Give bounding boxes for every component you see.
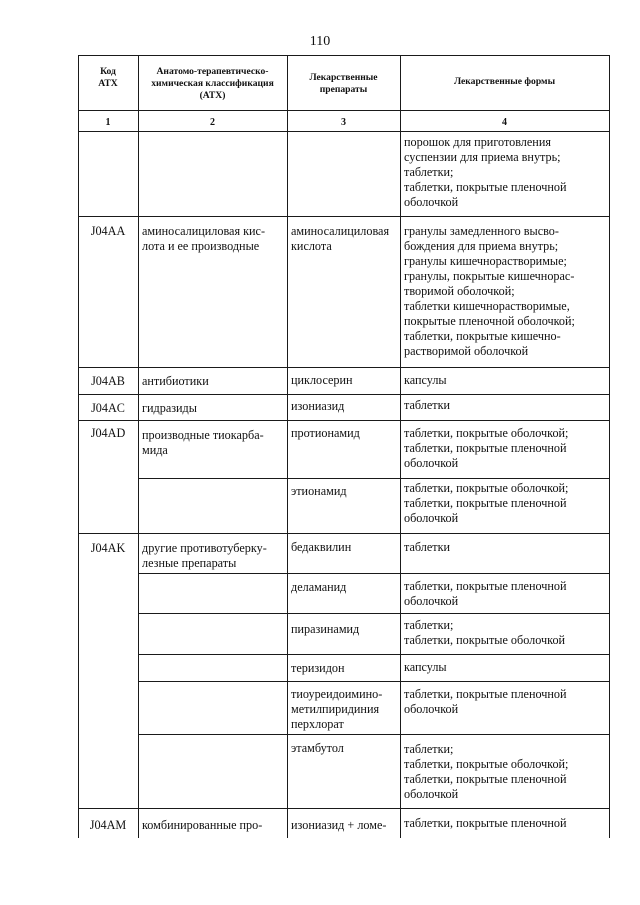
drug-cell: аминосалициловая кислота [291,224,390,253]
drug-cell: этамбутол [291,741,344,755]
header-drugs: Лекарственные препараты [309,72,378,95]
table-rule [138,478,609,479]
header-atc-classification: Анатомо-терапевтическо- химическая классификация (АТХ) [151,66,274,101]
dosage-forms-cell: таблетки, покрытые оболочкой; таблетки, покрытые пленочной оболочкой [404,426,569,470]
table-rule [138,681,609,682]
dosage-forms-cell: таблетки, покрытые оболочкой; таблетки, покрытые пленочной оболочкой [404,481,569,525]
drug-cell: деламанид [291,580,347,594]
dosage-forms-cell: порошок для приготовления суспензии для приема внутрь; таблетки; таблетки, покрытые пленочной оболочкой [404,135,567,209]
table-rule [138,55,139,838]
atc-code-cell: J04AA [90,224,126,238]
drug-cell: циклосерин [291,373,353,387]
atc-class-cell: другие противотуберку- лезные препараты [142,541,267,570]
drug-cell: протионамид [291,426,360,440]
dosage-forms-cell: капсулы [404,660,447,674]
table-rule [138,734,609,735]
table-rule [78,131,609,132]
dosage-forms-cell: таблетки, покрытые пленочной оболочкой [404,687,567,716]
atc-code-cell: J04AK [90,541,126,555]
table-rule [78,110,609,111]
atc-code-cell: J04AB [91,374,125,388]
table-rule [138,613,609,614]
drug-cell: изониазид [291,399,345,413]
table-rule [78,533,609,534]
table-rule [609,55,610,838]
dosage-forms-cell: таблетки; таблетки, покрытые оболочкой; таблетки, покрытые пленочной оболочкой [404,742,569,801]
header-code: Код АТХ [98,66,118,89]
dosage-forms-cell: таблетки [404,540,451,554]
dosage-forms-cell: таблетки, покрытые пленочной [404,816,567,830]
drug-cell: пиразинамид [291,622,360,636]
drug-cell: тиоуреидоимино- метилпиридиния перхлорат [291,687,383,731]
atc-class-cell: гидразиды [142,401,197,415]
drug-cell: теризидон [291,661,345,675]
column-number: 3 [341,117,346,128]
dosage-forms-cell: таблетки, покрытые пленочной оболочкой [404,579,567,608]
dosage-forms-cell: таблетки [404,398,451,412]
table-rule [138,573,609,574]
table-rule [78,55,79,838]
atc-class-cell: производные тиокарба- мида [142,428,264,457]
atc-code-cell: J04AD [90,426,126,440]
table-rule [287,55,288,838]
header-dosage-forms: Лекарственные формы [453,76,556,87]
table-rule [400,55,401,838]
table-rule [78,55,609,56]
column-number: 4 [502,117,507,128]
drug-cell: бедаквилин [291,540,352,554]
column-number: 1 [105,117,111,128]
page-number: 110 [309,34,331,49]
table-rule [78,808,609,809]
atc-class-cell: антибиотики [142,374,209,388]
drug-cell: изониазид + ломе- [291,818,387,832]
dosage-forms-cell: таблетки; таблетки, покрытые оболочкой [404,618,566,647]
drug-cell: этионамид [291,484,347,498]
atc-code-cell: J04AM [89,818,127,832]
table-rule [138,654,609,655]
atc-class-cell: комбинированные про- [142,818,263,832]
table-rule [78,216,609,217]
atc-code-cell: J04AC [91,401,125,415]
table-rule [78,367,609,368]
column-number: 2 [210,117,215,128]
dosage-forms-cell: капсулы [404,373,447,387]
table-rule [78,394,609,395]
atc-class-cell: аминосалициловая кис- лота и ее производные [142,224,266,253]
dosage-forms-cell: гранулы замедленного высво- бождения для приема внутрь; гранулы кишечнорастворимые; гранулы, покрытые кишечнорас- творимой оболочкой; таблетки кишечнорастворимые, покрытые пленочной оболочкой; таблетки, покрытые кишечно- растворимой оболочкой [404,224,575,358]
table-rule [78,420,609,421]
